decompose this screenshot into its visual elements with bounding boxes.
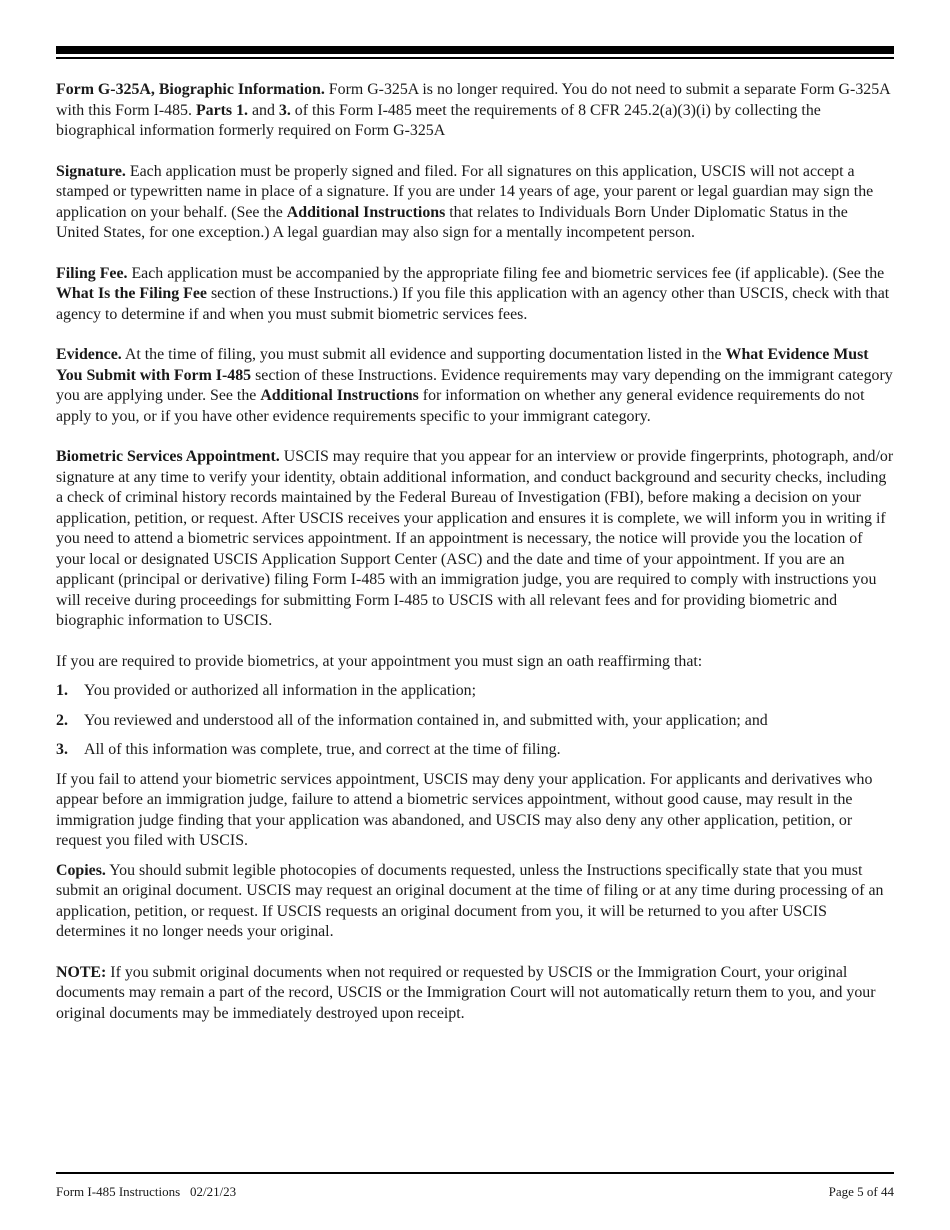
paragraph-oath-intro: If you are required to provide biometrics, at your appointment you must sign an oath reaffirming that: (56, 652, 703, 670)
list-number: 3. (56, 741, 68, 758)
list-item (56, 711, 894, 732)
list-text: All of this information was complete, true, and correct at the time of filing. (84, 741, 561, 758)
list-number: 1. (56, 682, 68, 699)
page-footer (56, 1184, 894, 1200)
paragraph-copies: Copies. You should submit legible photocopies of documents requested, unless the Instructions specifically state that you must submit an original document. USCIS may request an original document at the time of filing or at any time during processing of an application, petition, or request. If USCIS requests an original document from you, it will be returned to you after USCIS determines it no longer needs your original. (56, 861, 884, 940)
list-text: You reviewed and understood all of the information contained in, and submitted with, your application; and (84, 711, 768, 729)
list-item (56, 740, 894, 761)
page-number: Page 5 of 44 (828, 1184, 894, 1199)
instructions-body (56, 80, 894, 1024)
paragraph-note: NOTE: If you submit original documents when not required or requested by USCIS or the Immigration Court, your original documents may remain a part of the record, USCIS or the Immigration Court will not automatically return them to you, and your original documents may be immediately destroyed upon receipt. (56, 963, 876, 1022)
paragraph-biometric: Biometric Services Appointment. USCIS may require that you appear for an interview or provide fingerprints, photograph, and/or signature at any time to verify your identity, obtain additional information, and conduct background and security checks, including a check of criminal history records maintained by the Federal Bureau of Investigation (FBI), before making a decision on your application, petition, or request. After USCIS receives your application and ensures it is complete, we will inform you in writing if you need to attend a biometric services appointment. If an appointment is necessary, the notice will provide you the location of your local or designated USCIS Application Support Center (ASC) and the date and time of your appointment. If you are an applicant (principal or derivative) filing Form I-485 with an immigration judge, you are required to comply with instructions you will receive during proceedings for submitting Form I-485 to USCIS with all relevant fees and for providing biometric and biographic information to USCIS. (56, 448, 894, 629)
paragraph-filing-fee: Filing Fee. Each application must be accompanied by the appropriate filing fee and biometric services fee (if applicable). (See the What Is the Filing Fee section of these Instructions.) If you file this application with an agency other than USCIS, check with that agency to determine if and when you must submit biometric services fees. (56, 264, 890, 323)
list-item (56, 681, 894, 702)
heading-biometric: Biometric Services Appointment. (56, 448, 280, 465)
heading-copies: Copies. (56, 861, 106, 879)
form-edition-label: Form I-485 Instructions 02/21/23 (56, 1184, 237, 1199)
heading-signature: Signature. (56, 162, 126, 180)
paragraph-evidence: Evidence. At the time of filing, you must submit all evidence and supporting documentation listed in the What Evidence Must You Submit with Form I-485 section of these Instructions. Evidence requirements may vary depending on the immigrant category you are applying under. See the Additional Instructions for information on whether any general evidence requirements do not apply to you, or if you have other evidence requirements specific to your immigrant category. (56, 346, 893, 425)
header-rule (56, 46, 894, 60)
heading-note: NOTE: (56, 963, 107, 981)
paragraph-fail-attend: If you fail to attend your biometric services appointment, USCIS may deny your application. For applicants and derivatives who appear before an immigration judge, failure to attend a biometric services appointment, without good cause, may result in the immigration judge finding that your application was abandoned, and USCIS may also deny any other application, petition, or request you filed with USCIS. (56, 770, 873, 849)
heading-evidence: Evidence. (56, 346, 122, 363)
list-text: You provided or authorized all information in the application; (84, 682, 477, 699)
heading-filing-fee: Filing Fee. (56, 264, 128, 282)
heading-g325a: Form G-325A, Biographic Information. (56, 81, 325, 98)
footer-rule (56, 1172, 894, 1174)
paragraph-g325a: Form G-325A, Biographic Information. Form G-325A is no longer required. You do not need to submit a separate Form G-325A with this Form I-485. Parts 1. and 3. of this Form I-485 meet the requirements of 8 CFR 245.2(a)(3)(i) by collecting the biographical information formerly required on Form G-325A (56, 81, 890, 139)
paragraph-signature: Signature. Each application must be properly signed and filed. For all signatures on this application, USCIS will not accept a stamped or typewritten name in place of a signature. If you are under 14 years of age, your parent or legal guardian may sign the application on your behalf. (See the Additional Instructions that relates to Individuals Born Under Diplomatic Status in the United States, for one exception.) A legal guardian may also sign for a mentally incompetent person. (56, 162, 874, 241)
list-number: 2. (56, 711, 68, 729)
